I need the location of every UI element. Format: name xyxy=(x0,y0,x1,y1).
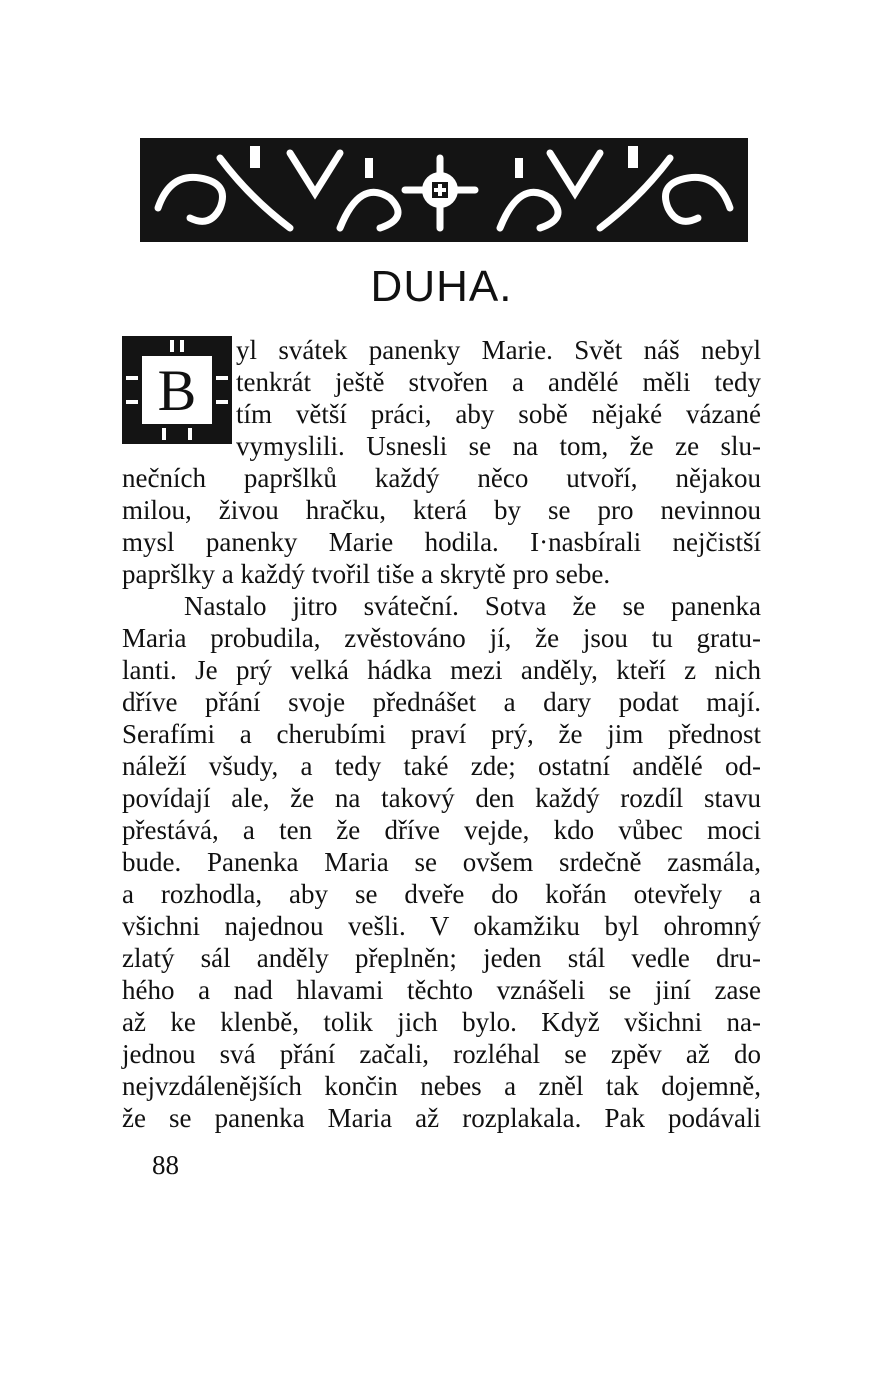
text-line: jednou svá přání začali, rozléhal se zpěv až do xyxy=(122,1039,761,1069)
text-line: mysl panenky Marie hodila. I·nasbírali nejčistší xyxy=(122,527,761,557)
text-line: přestává, a ten že dříve vejde, kdo vůbec moci xyxy=(122,815,761,845)
text-line: náleží všudy, a tedy také zde; ostatní andělé od- xyxy=(122,751,761,781)
page-number: 88 xyxy=(152,1150,179,1180)
text-line: povídají ale, že na takový den každý rozdíl stavu xyxy=(122,783,761,813)
text-line: Nastalo jitro sváteční. Sotva že se panenka xyxy=(184,591,761,621)
text-line: zlatý sál anděly přeplněn; jeden stál vedle dru- xyxy=(122,943,761,973)
text-line: yl svátek panenky Marie. Svět náš nebyl xyxy=(236,335,761,365)
text-line: hého a nad hlavami těchto vznášeli se jiní zase xyxy=(122,975,761,1005)
text-line: nejvzdálenějších končin nebes a zněl tak dojemně, xyxy=(122,1071,761,1101)
text-line: Maria probudila, zvěstováno jí, že jsou tu gratu- xyxy=(122,623,761,653)
drop-cap-initial xyxy=(122,336,232,444)
chapter-title: DUHA. xyxy=(370,262,513,311)
decorative-header-ornament xyxy=(140,138,748,242)
text-line: že se panenka Maria až rozplakala. Pak podávali xyxy=(122,1103,761,1133)
text-line: papršlky a každý tvořil tiše a skrytě pro sebe. xyxy=(122,559,611,589)
text-line: až ke klenbě, tolik jich bylo. Když všichni na- xyxy=(122,1007,761,1037)
text-line: milou, živou hračku, která by se pro nevinnou xyxy=(122,495,761,525)
text-line: Serafími a cherubími praví prý, že jim přednost xyxy=(122,719,761,749)
text-line: vymyslili. Usnesli se na tom, že ze slu- xyxy=(236,431,761,461)
text-line: a rozhodla, aby se dveře do kořán otevřely a xyxy=(122,879,761,909)
text-line: dříve přání svoje přednášet a dary podat mají. xyxy=(122,687,761,717)
text-line: všichni najednou vešli. V okamžiku byl ohromný xyxy=(122,911,761,941)
text-line: lanti. Je prý velká hádka mezi anděly, kteří z nich xyxy=(122,655,761,685)
text-line: tenkrát ještě stvořen a andělé měli tedy xyxy=(236,367,761,397)
text-line: nečních papršlků každý něco utvoří, nějakou xyxy=(122,463,761,493)
text-line: tím větší práci, aby sobě nějaké vázané xyxy=(236,399,761,429)
text-line: bude. Panenka Maria se ovšem srdečně zasmála, xyxy=(122,847,761,877)
drop-cap-letter: B xyxy=(157,357,197,423)
